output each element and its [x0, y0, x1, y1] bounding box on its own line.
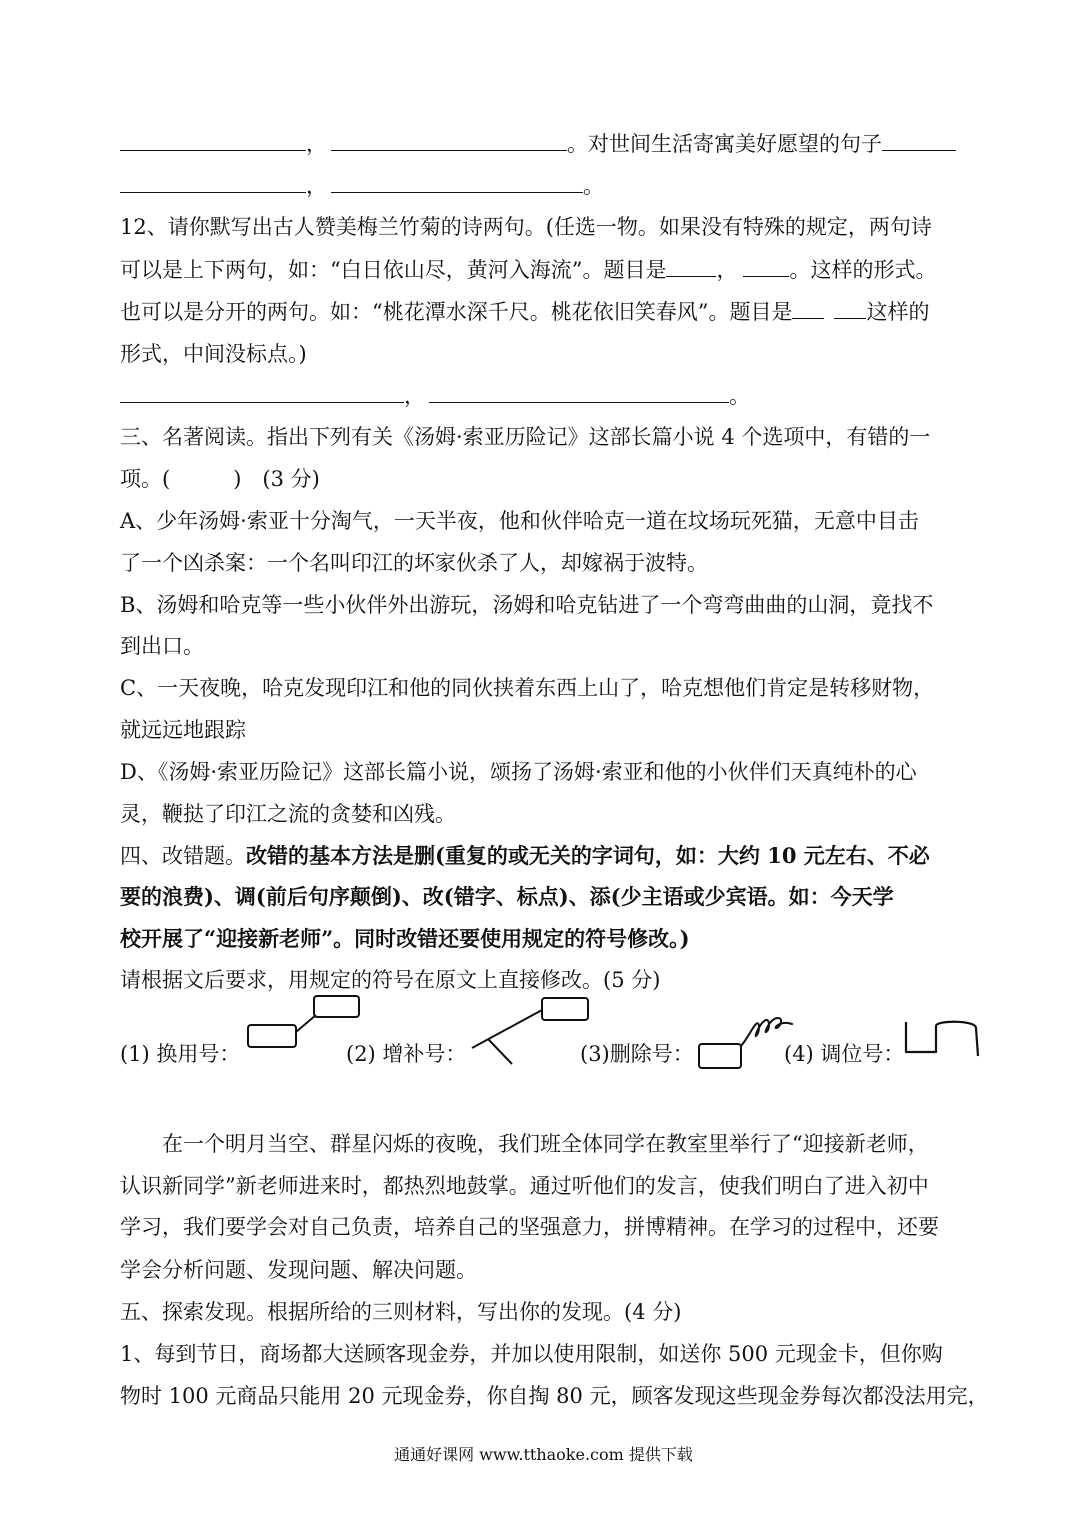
- page-footer: 通通好课网 www.tthaoke.com 提供下载: [394, 1445, 693, 1464]
- option-b-line-1: B、汤姆和哈克等一些小伙伴外出游玩，汤姆和哈克钻进了一个弯弯曲曲的山洞，竟找不: [120, 593, 934, 617]
- answer-blank[interactable]: [120, 130, 306, 151]
- section-4-rule-line-2: 要的浪费)、调(前后句序颠倒)、改(错字、标点)、添(少主语或少宾语。如：今天学: [120, 884, 894, 909]
- passage-line-3: 学习，我们要学会对自己负责，培养自己的坚强意力，拼博精神。在学习的过程中，还要: [120, 1215, 939, 1239]
- question-text: 。这样的形式。: [789, 258, 937, 282]
- comma: ，: [306, 132, 327, 156]
- answer-blank[interactable]: [666, 256, 716, 277]
- fill-line-1: [120, 130, 970, 158]
- passage-line-1: 在一个明月当空、群星闪烁的夜晚，我们班全体同学在教室里举行了“迎接新老师，: [120, 1132, 929, 1156]
- option-d-line-1: D、《汤姆·索亚历险记》这部长篇小说，颂扬了汤姆·索亚和他的小伙伴们天真纯朴的心: [120, 760, 917, 784]
- question-12-line-2: [120, 256, 970, 284]
- answer-blank[interactable]: [743, 256, 789, 277]
- symbol-label-swap: (4) 调位号：: [784, 1042, 905, 1066]
- comma: ，: [716, 258, 738, 282]
- answer-blank[interactable]: [882, 130, 956, 151]
- option-a-line-2: 了一个凶杀案：一个名叫印江的坏家伙杀了人，却嫁祸于波特。: [120, 551, 708, 575]
- question-12-line-3: [120, 298, 970, 326]
- question-text: 这样的: [866, 300, 930, 324]
- section-3-line-1: 三、名著阅读。指出下列有关《汤姆·索亚历险记》这部长篇小说 4 个选项中，有错的一: [120, 425, 931, 449]
- answer-blank[interactable]: [834, 298, 866, 319]
- answer-blank[interactable]: [120, 382, 404, 403]
- answer-blank[interactable]: [331, 130, 567, 151]
- question-text: 也可以是分开的两句。如：“桃花潭水深千尺。桃花依旧笑春风”。题目是: [120, 300, 793, 324]
- fill-line-2: [120, 172, 970, 200]
- option-a-line-1: A、少年汤姆·索亚十分淘气，一天半夜，他和伙伴哈克一道在坟场玩死猫，无意中目击: [120, 509, 919, 533]
- symbol-label-delete: (3)删除号：: [580, 1042, 694, 1066]
- comma: ，: [306, 174, 327, 198]
- question-text: 可以是上下两句，如：“白日依山尽，黄河入海流”。题目是: [120, 258, 667, 282]
- option-c-line-2: 就远远地跟踪: [120, 718, 246, 742]
- comma: ，: [404, 384, 425, 408]
- option-d-line-2: 灵，鞭挞了印江之流的贪婪和凶残。: [120, 802, 456, 826]
- section-4-rule-line-3: 校开展了“迎接新老师”。同时改错还要使用规定的符号修改。): [120, 926, 690, 951]
- section-4-instruction: 请根据文后要求，用规定的符号在原文上直接修改。(5 分): [120, 968, 661, 992]
- question-12-line-1: 12、请你默写出古人赞美梅兰竹菊的诗两句。(任选一物。如果没有特殊的规定，两句诗: [120, 215, 932, 239]
- option-b-line-2: 到出口。: [120, 634, 204, 658]
- question-12-answer-line: [120, 382, 970, 410]
- section-5-item-1-line-1: 1、每到节日，商场都大送顾客现金券，并加以使用限制，如送你 500 元现金卡，但你购: [120, 1342, 943, 1366]
- answer-blank[interactable]: [120, 172, 306, 193]
- section-5-item-1-line-2: 物时 100 元商品只能用 20 元现金券，你自掏 80 元，顾客发现这些现金券每次都没法用完，: [120, 1384, 989, 1408]
- section-4-line-1: [120, 842, 970, 870]
- answer-blank[interactable]: [331, 172, 583, 193]
- symbol-label-insert: (2) 增补号：: [346, 1042, 467, 1066]
- passage-line-2: 认识新同学”新老师进来时，都热烈地鼓掌。通过听他们的发言，使我们明白了进入初中: [120, 1174, 929, 1198]
- question-12-line-4: 形式，中间没标点。): [120, 342, 307, 366]
- swap-mark-icon: [902, 1018, 982, 1058]
- period: 。: [583, 174, 604, 198]
- answer-blank[interactable]: [429, 382, 729, 403]
- answer-blank[interactable]: [792, 298, 824, 319]
- section-3-line-2: 项。( ) (3 分): [120, 467, 320, 491]
- section-4-rule-text: 改错的基本方法是删(重复的或无关的字词句，如：大约 10 元左右、不必: [246, 843, 930, 868]
- passage-line-4: 学会分析问题、发现问题、解决问题。: [120, 1258, 477, 1282]
- section-4-heading: 四、改错题。: [120, 844, 246, 868]
- section-5-heading: 五、探索发现。根据所给的三则材料，写出你的发现。(4 分): [120, 1300, 682, 1324]
- period: 。: [729, 384, 750, 408]
- insert-mark-icon: [468, 996, 598, 1066]
- instruction-text: 。对世间生活寄寓美好愿望的句子: [567, 132, 882, 156]
- symbol-label-replace: (1) 换用号：: [120, 1042, 241, 1066]
- option-c-line-1: C、一天夜晚，哈克发现印江和他的同伙挟着东西上山了，哈克想他们肯定是转移财物，: [120, 676, 935, 700]
